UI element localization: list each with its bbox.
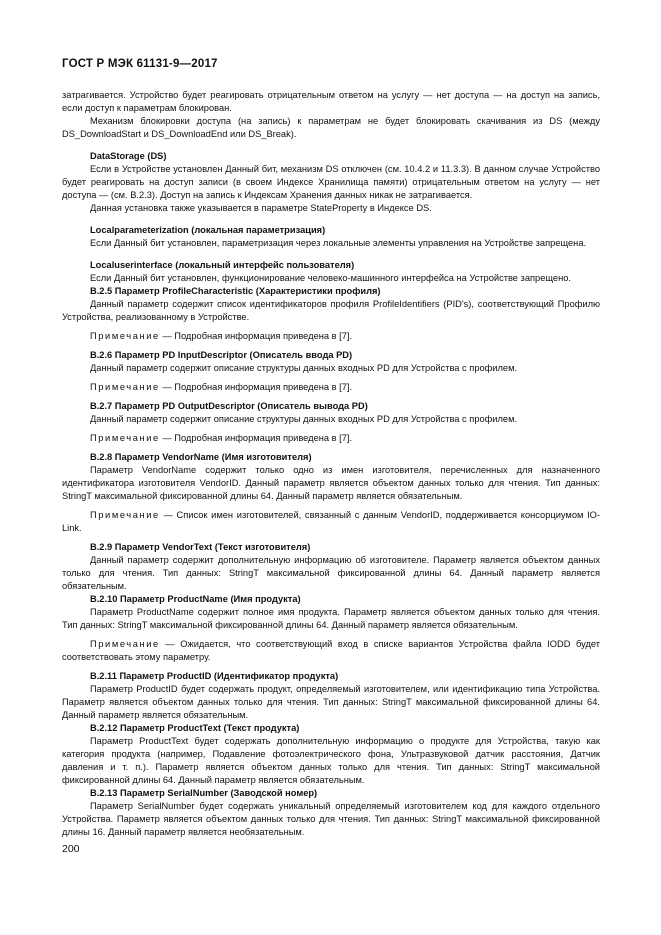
page-number: 200 — [62, 843, 80, 855]
paragraph: Данный параметр содержит дополнительную информацию об изготовителе. Параметр является объектом данных только для чтения. Тип данных: StringT максимальной фиксированной длины 64. Данный параметр является обязательным. — [62, 555, 600, 591]
note — [62, 381, 600, 394]
paragraph: Данная установка также указывается в параметре StateProperty в Индексе DS. — [90, 203, 432, 213]
paragraph: Параметр VendorName содержит только одно из имен изготовителя, перечисленных для назначенного идентификатора изготовителя VendorID. Данный параметр является объектом данных только для чтения. Тип данных: StringT максимальной фиксированной длины 64. Данный параметр является обязательным. — [62, 465, 600, 501]
document-body — [62, 89, 600, 839]
section-heading: Localparameterization (локальная параметризация) — [90, 225, 326, 235]
note-label: Примечание — [90, 433, 160, 443]
section-heading: В.2.10 Параметр ProductName (Имя продукта) — [90, 594, 301, 604]
paragraph: Данный параметр содержит список идентификаторов профиля ProfileIdentifiers (PID's), соответствующий Профилю Устройства, реализованному в Устройстве. — [62, 299, 600, 322]
paragraph: Если в Устройстве установлен Данный бит, механизм DS отключен (см. 10.4.2 и 11.3.3). В данном случае Устройство будет реагировать на доступ записи (в своем Индексе Хранилища памяти) отрицательным ответом на услугу — нет доступа — (см. В.2.3). Доступ на запись к Индексам Хранения данных никак не затрагивается. — [62, 164, 600, 200]
paragraph: Данный параметр содержит описание структуры данных входных PD для Устройства с профилем. — [90, 363, 518, 373]
section-heading: Localuserinterface (локальный интерфейс пользователя) — [90, 260, 355, 270]
paragraph: Параметр ProductID будет содержать продукт, определяемый изготовителем, или идентификацию типа Устройства. Параметр является объектом данных только для чтения. Тип данных: StringT максимальной фиксированной длины 64. Данный параметр является обязательным. — [62, 684, 600, 720]
standard-header: ГОСТ Р МЭК 61131-9—2017 — [62, 58, 218, 70]
note-text: — Подробная информация приведена в [7]. — [159, 331, 353, 341]
section-heading: В.2.8 Параметр VendorName (Имя изготовителя) — [90, 452, 312, 462]
paragraph: Данный параметр содержит описание структуры данных входных PD для Устройства с профилем. — [90, 414, 518, 424]
note — [62, 509, 600, 535]
section-heading: В.2.9 Параметр VendorText (Текст изготовителя) — [90, 542, 311, 552]
spacer — [62, 215, 600, 224]
spacer — [62, 250, 600, 259]
note-text: — Ожидается, что соответствующий вход в списке вариантов Устройства файла IODD будет соответствовать этому параметру. — [62, 639, 600, 662]
paragraph: Параметр SerialNumber будет содержать уникальный определяемый изготовителем код для каждого отдельного Устройства. Параметр является объектом данных только для чтения. Тип данных: StringT максимальной фиксированной длины 16. Данный параметр является необязательным. — [62, 801, 600, 837]
section-heading: DataStorage (DS) — [90, 151, 167, 161]
note — [62, 638, 600, 664]
spacer — [62, 141, 600, 150]
section-heading: В.2.7 Параметр PD OutputDescriptor (Описатель вывода PD) — [90, 401, 368, 411]
paragraph: Параметр ProductName содержит полное имя продукта. Параметр является объектом данных только для чтения. Тип данных: StringT максимальной фиксированной длины 64. Данный параметр является обязательным. — [62, 607, 600, 630]
paragraph: Параметр ProductText будет содержать дополнительную информацию о продукте для Устройства, такую как категория продукта (например, Подавление фотоэлектрического фона, Ультразвуковой датчик расстояния, Датчик давления и т. п.). Параметр является объектом данных только для чтения. Тип данных: StringT максимальной фиксированной длины 64. Данный параметр является обязательным. — [62, 736, 600, 785]
paragraph: Если Данный бит установлен, параметризация через локальные элементы управления на Устройстве запрещена. — [90, 238, 587, 248]
paragraph: Если Данный бит установлен, функционирование человеко-машинного интерфейса на Устройстве запрещено. — [90, 273, 571, 283]
section-heading: В.2.5 Параметр ProfileCharacteristic (Характеристики профиля) — [90, 286, 381, 296]
note-label: Примечание — [90, 510, 160, 520]
note-label: Примечание — [90, 639, 160, 649]
note — [62, 432, 600, 445]
note — [62, 330, 600, 343]
note-text: — Подробная информация приведена в [7]. — [159, 382, 353, 392]
note-text: — Подробная информация приведена в [7]. — [159, 433, 353, 443]
note-label: Примечание — [90, 382, 160, 392]
paragraph: затрагивается. Устройство будет реагировать отрицательным ответом на услугу — нет доступа — на доступ на запись, если доступ к параметрам блокирован. — [62, 90, 600, 113]
note-text: — Список имен изготовителей, связанный с данным VendorID, поддерживается консорциумом IO-Link. — [62, 510, 600, 533]
section-heading: В.2.13 Параметр SerialNumber (Заводской номер) — [90, 788, 318, 798]
note-label: Примечание — [90, 331, 160, 341]
paragraph: Механизм блокировки доступа (на запись) к параметрам не будет блокировать скачивания из DS (между DS_DownloadStart и DS_DownloadEnd или DS_Break). — [62, 116, 600, 139]
section-heading: В.2.11 Параметр ProductID (Идентификатор продукта) — [90, 671, 339, 681]
section-heading: В.2.6 Параметр PD InputDescriptor (Описатель ввода PD) — [90, 350, 353, 360]
section-heading: В.2.12 Параметр ProductText (Текст продукта) — [90, 723, 300, 733]
